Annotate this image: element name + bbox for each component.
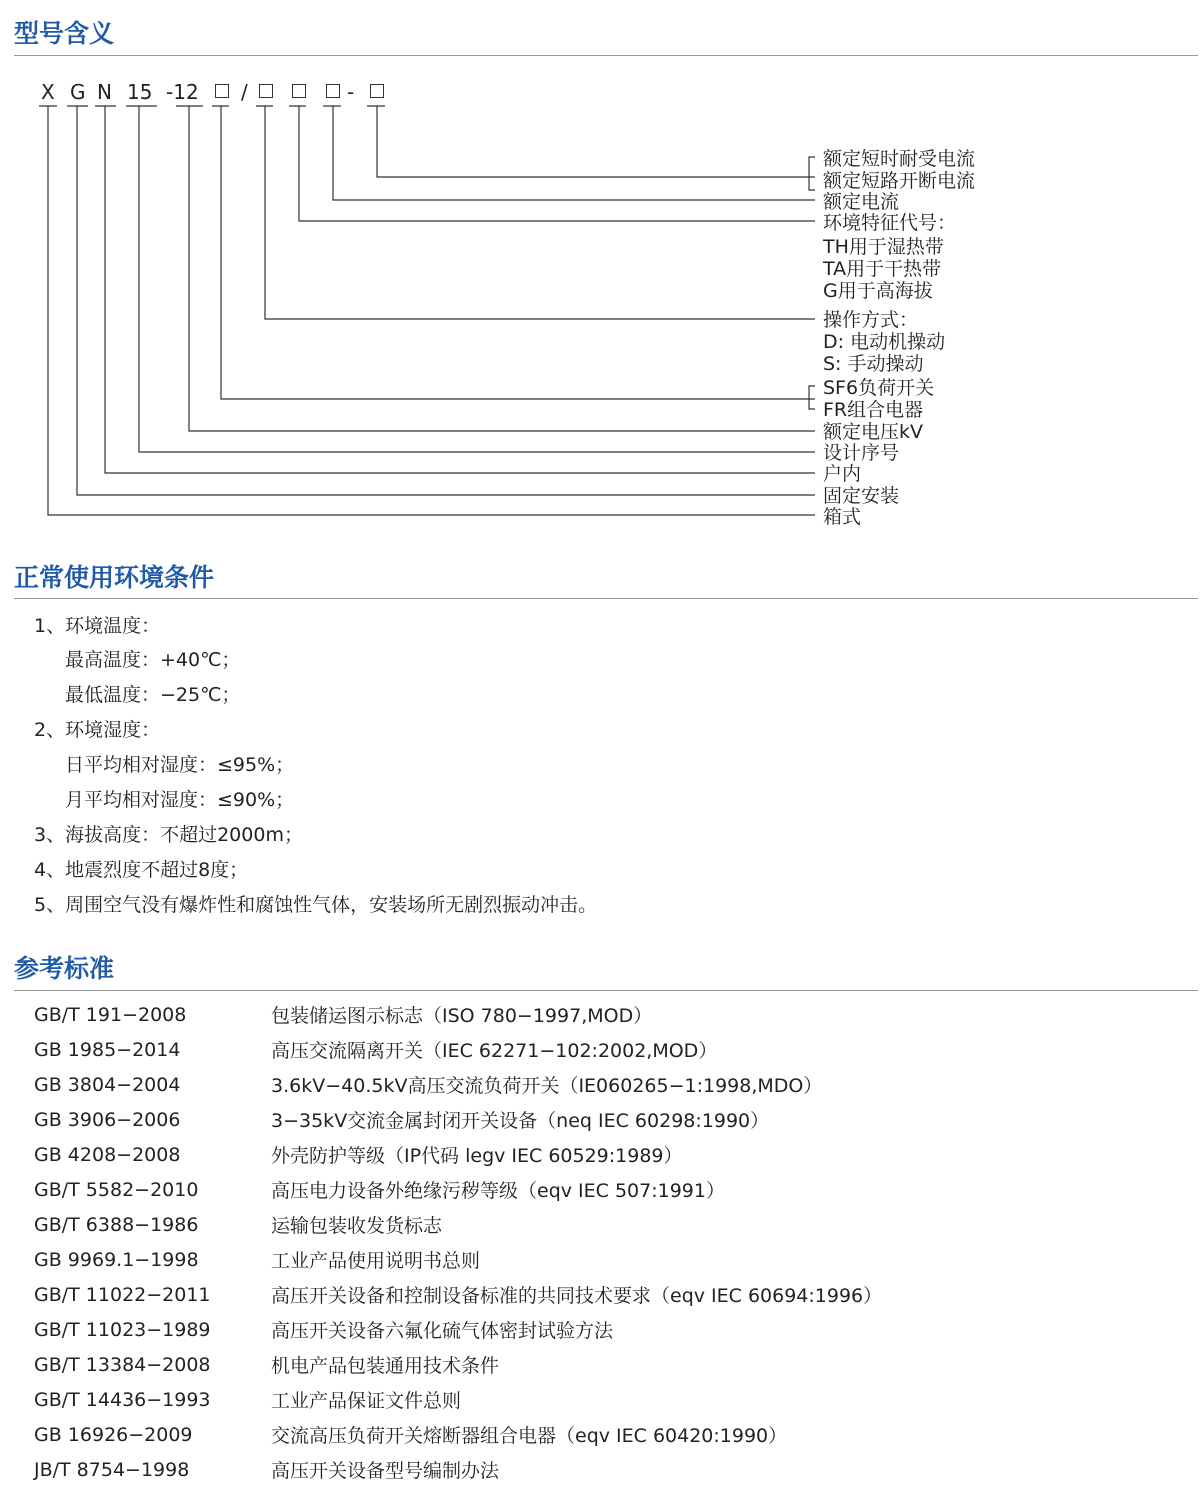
condition-item: 最低温度：−25℃；	[65, 684, 241, 706]
standard-code: JB/T 8754−1998	[34, 1459, 190, 1481]
meaning-item: D: 电动机操动	[823, 331, 946, 353]
standard-code: GB 16926−2009	[34, 1424, 193, 1446]
leader-lines	[0, 70, 1200, 540]
standard-title: 外壳防护等级（IP代码 legv IEC 60529:1989）	[271, 1145, 683, 1167]
standard-title: 3.6kV−40.5kV高压交流负荷开关（IE060265−1:1998,MDO）	[271, 1075, 823, 1097]
meaning-item: G用于高海拔	[823, 280, 933, 302]
meaning-item: 户内	[823, 463, 862, 485]
meaning-item: 操作方式：	[823, 309, 919, 331]
section-title-standards: 参考标准	[14, 954, 115, 983]
meaning-item: FR组合电器	[823, 399, 924, 421]
condition-item: 日平均相对湿度：≤95%；	[65, 754, 295, 776]
standard-title: 高压开关设备和控制设备标准的共同技术要求（eqv IEC 60694:1996）	[271, 1285, 883, 1307]
code-char-x: X	[41, 80, 55, 104]
code-char-g: G	[70, 80, 86, 104]
meaning-item: 箱式	[823, 506, 862, 528]
code-char-slash: /	[241, 80, 248, 104]
condition-item: 5、周围空气没有爆炸性和腐蚀性气体，安装场所无剧烈振动冲击。	[34, 894, 598, 916]
condition-item: 月平均相对湿度：≤90%；	[65, 789, 295, 811]
standard-title: 运输包装收发货标志	[271, 1215, 443, 1237]
standard-code: GB 3804−2004	[34, 1074, 181, 1096]
standard-code: GB 9969.1−1998	[34, 1249, 199, 1271]
standard-title: 高压开关设备六氟化硫气体密封试验方法	[271, 1320, 614, 1342]
meaning-item: 固定安装	[823, 485, 900, 507]
meaning-item: 额定短路开断电流	[823, 170, 976, 192]
code-char-12: -12	[166, 80, 199, 104]
standard-title: 包装储运图示标志（ISO 780−1997,MOD）	[271, 1005, 653, 1027]
standard-title: 高压交流隔离开关（IEC 62271−102:2002,MOD）	[271, 1040, 718, 1062]
meaning-item: S: 手动操动	[823, 353, 924, 375]
standard-code: GB/T 191−2008	[34, 1004, 187, 1026]
condition-item: 1、环境温度：	[34, 615, 161, 637]
section-title-conditions: 正常使用环境条件	[14, 563, 215, 592]
standard-title: 工业产品使用说明书总则	[271, 1250, 481, 1272]
section-rule	[14, 598, 1198, 599]
standard-code: GB/T 5582−2010	[34, 1179, 199, 1201]
standard-title: 工业产品保证文件总则	[271, 1390, 462, 1412]
condition-item: 3、海拔高度：不超过2000m；	[34, 824, 303, 846]
meaning-item: SF6负荷开关	[823, 377, 935, 399]
standard-code: GB/T 11022−2011	[34, 1284, 211, 1306]
code-char-n: N	[97, 80, 112, 104]
standard-title: 高压电力设备外绝缘污秽等级（eqv IEC 507:1991）	[271, 1180, 725, 1202]
standard-title: 机电产品包装通用技术条件	[271, 1355, 500, 1377]
model-code-diagram	[0, 70, 1200, 540]
standard-title: 3−35kV交流金属封闭开关设备（neq IEC 60298:1990）	[271, 1110, 770, 1132]
meaning-item: 设计序号	[823, 442, 900, 464]
standard-code: GB/T 6388−1986	[34, 1214, 199, 1236]
standard-code: GB 1985−2014	[34, 1039, 181, 1061]
meaning-item: 额定短时耐受电流	[823, 148, 976, 170]
meaning-item: 额定电压kV	[823, 421, 924, 443]
section-rule	[14, 55, 1198, 56]
condition-item: 2、环境湿度：	[34, 719, 161, 741]
section-rule	[14, 990, 1198, 991]
code-char-dash: -	[347, 80, 355, 104]
standard-code: GB/T 14436−1993	[34, 1389, 211, 1411]
condition-item: 4、地震烈度不超过8度；	[34, 859, 249, 881]
standard-code: GB 3906−2006	[34, 1109, 181, 1131]
standard-title: 高压开关设备型号编制办法	[271, 1460, 500, 1482]
meaning-item: 环境特征代号：	[823, 212, 957, 234]
meaning-item: 额定电流	[823, 191, 900, 213]
code-char-15: 15	[127, 80, 153, 104]
meaning-item: TA用于干热带	[823, 258, 942, 280]
standard-code: GB/T 11023−1989	[34, 1319, 211, 1341]
condition-item: 最高温度：+40℃；	[65, 649, 241, 671]
meaning-item: TH用于湿热带	[823, 236, 944, 258]
standard-title: 交流高压负荷开关熔断器组合电器（eqv IEC 60420:1990）	[271, 1425, 788, 1447]
standard-code: GB/T 13384−2008	[34, 1354, 211, 1376]
standard-code: GB 4208−2008	[34, 1144, 181, 1166]
section-title-model: 型号含义	[14, 19, 115, 48]
